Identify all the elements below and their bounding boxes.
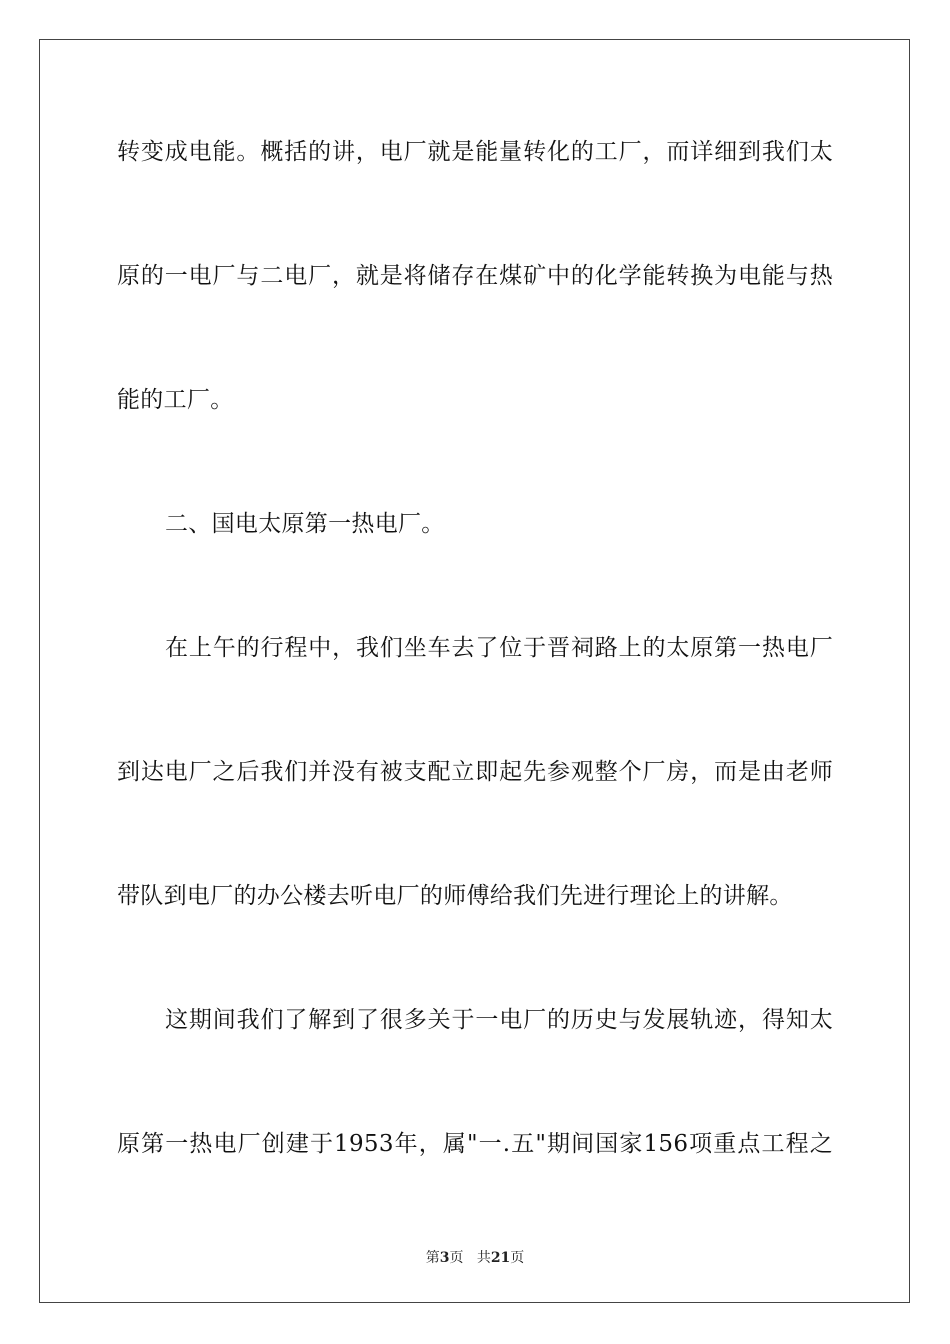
body-text-line-7: 带队到电厂的办公楼去听电厂的师傅给我们先进行理论上的讲解。 (117, 883, 793, 909)
page-number: 3 (439, 1250, 450, 1266)
body-text-line-9: 原第一热电厂创建于1953年，属"一.五"期间国家156项重点工程之 (117, 1131, 833, 1157)
body-text-line-5: 在上午的行程中，我们坐车去了位于晋祠路上的太原第一热电厂 (165, 635, 833, 661)
body-text-line-2: 原的一电厂与二电厂，就是将储存在煤矿中的化学能转换为电能与热 (117, 263, 833, 289)
section-heading: 二、国电太原第一热电厂。 (165, 511, 445, 537)
body-text-line-8: 这期间我们了解到了很多关于一电厂的历史与发展轨迹，得知太 (165, 1007, 833, 1033)
total-pages: 21 (490, 1250, 511, 1266)
body-text-line-3: 能的工厂。 (117, 387, 234, 413)
page-suffix: 页 (449, 1250, 464, 1266)
body-text-line-1: 转变成电能。概括的讲，电厂就是能量转化的工厂，而详细到我们太 (117, 139, 833, 165)
page-prefix: 第 (425, 1250, 440, 1266)
page-border (39, 39, 910, 1303)
body-text-line-6: 到达电厂之后我们并没有被支配立即起先参观整个厂房，而是由老师 (117, 759, 833, 785)
page-footer (0, 1247, 950, 1267)
total-suffix: 页 (510, 1250, 525, 1266)
total-prefix: 共 (476, 1250, 491, 1266)
